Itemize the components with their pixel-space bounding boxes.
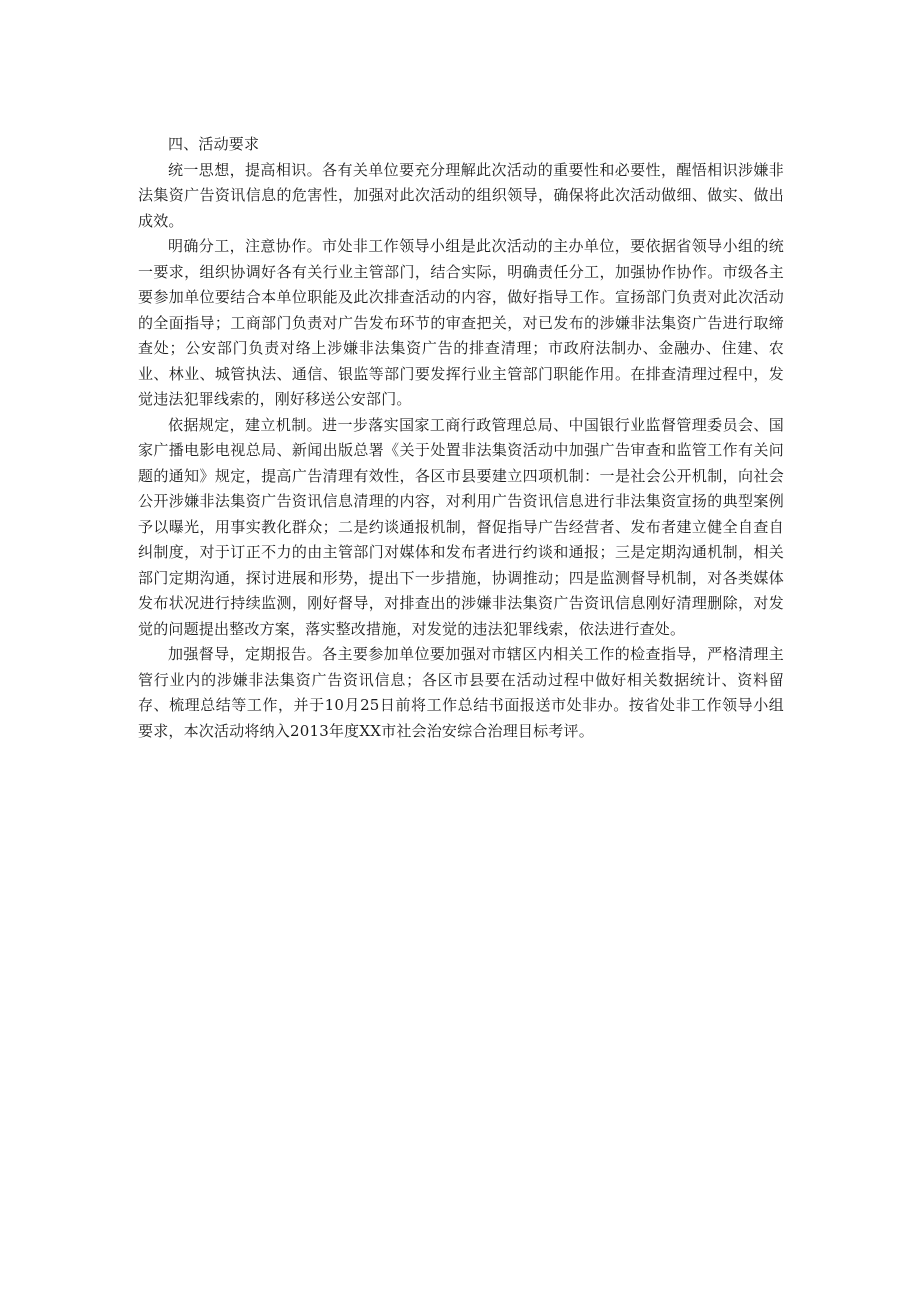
document-page <box>138 132 784 744</box>
paragraph-supervision-report: 加强督导，定期报告。各主要参加单位要加强对市辖区内相关工作的检查指导，严格清理主管行业内的涉嫌非法集资广告资讯信息；各区市县要在活动过程中做好相关数据统计、资料留存、梳理总结等工作，并于10月25日前将工作总结书面报送市处非办。按省处非工作领导小组要求，本次活动将纳入2013年度XX市社会治安综合治理目标考评。 <box>138 645 784 740</box>
paragraph-division-of-labor: 明确分工，注意协作。市处非工作领导小组是此次活动的主办单位，要依据省领导小组的统一要求，组织协调好各有关行业主管部门，结合实际，明确责任分工，加强协作协作。市级各主要参加单位要结合本单位职能及此次排查活动的内容，做好指导工作。宣扬部门负责对此次活动的全面指导；工商部门负责对广告发布环节的审查把关，对已发布的涉嫌非法集资广告进行取缔查处；公安部门负责对络上涉嫌非法集资广告的排查清理；市政府法制办、金融办、住建、农业、林业、城管执法、通信、银监等部门要发挥行业主管部门职能作用。在排查清理过程中，发觉违法犯罪线索的，刚好移送公安部门。 <box>138 237 784 408</box>
section-heading: 四、活动要求 <box>168 135 260 153</box>
paragraph-unify-thinking: 统一思想，提高相识。各有关单位要充分理解此次活动的重要性和必要性，醒悟相识涉嫌非法集资广告资讯信息的危害性，加强对此次活动的组织领导，确保将此次活动做细、做实、做出成效。 <box>138 160 784 230</box>
paragraph-establish-mechanism: 依据规定，建立机制。进一步落实国家工商行政管理总局、中国银行业监督管理委员会、国家广播电影电视总局、新闻出版总署《关于处置非法集资活动中加强广告审查和监管工作有关问题的通知》规定，提高广告清理有效性，各区市县要建立四项机制：一是社会公开机制，向社会公开涉嫌非法集资广告资讯信息清理的内容，对利用广告资讯信息进行非法集资宣扬的典型案例予以曝光，用事实教化群众；二是约谈通报机制，督促指导广告经营者、发布者建立健全自查自纠制度，对于订正不力的由主管部门对媒体和发布者进行约谈和通报；三是定期沟通机制，相关部门定期沟通，探讨进展和形势，提出下一步措施，协调推动；四是监测督导机制，对各类媒体发布状况进行持续监测，刚好督导，对排查出的涉嫌非法集资广告资讯信息刚好清理删除，对发觉的问题提出整改方案，落实整改措施，对发觉的违法犯罪线索，依法进行查处。 <box>138 415 784 638</box>
